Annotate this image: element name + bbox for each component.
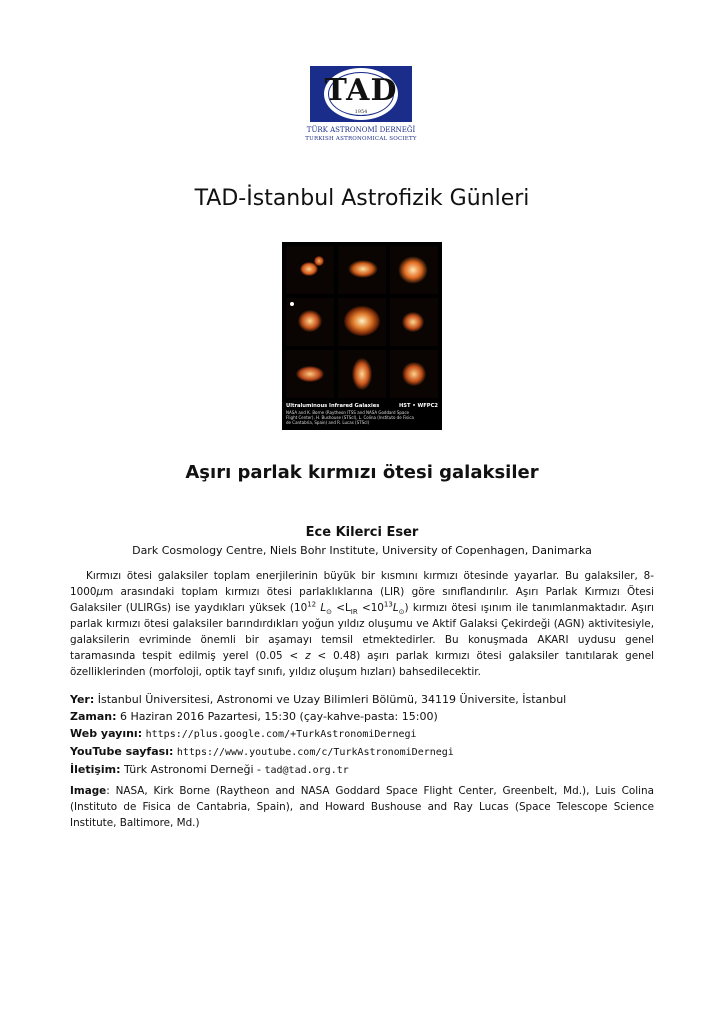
youtube-link[interactable]: https://www.youtube.com/c/TurkAstronomiDernegi xyxy=(176,747,454,758)
contact-email[interactable]: tad@tad.org.tr xyxy=(264,765,349,776)
speaker-affiliation: Dark Cosmology Centre, Niels Bohr Institute, University of Copenhagen, Danimarka xyxy=(132,544,592,557)
web-link[interactable]: https://plus.google.com/+TurkAstronomiDernegi xyxy=(145,729,417,740)
logo-year: 1954 xyxy=(354,109,368,115)
tad-logo xyxy=(302,66,420,146)
image-caption-instrument: HST • WFPC2 xyxy=(398,403,438,409)
web-line: Web yayını: https://plus.google.com/+TurkAstronomiDernegi xyxy=(70,727,417,740)
youtube-line: YouTube sayfası: https://www.youtube.com/c/TurkAstronomiDernegi xyxy=(70,745,454,758)
galaxy-cell xyxy=(338,298,386,346)
galaxy-cell xyxy=(286,246,334,294)
galaxy-cell xyxy=(286,298,334,346)
abstract: Kırmızı ötesi galaksiler toplam enerjilerinin büyük bir kısmını kırmızı ötesinde yayarlar. Bu galaksiler, 8-1000μm arasındaki toplam kırmızı ötesi parlaklıklarına (LIR) göre sınıflandırılır. Aşırı Parlak Kırmızı Ötesi Galaksiler (ULIRGs) ise yaydıkları yüksek ($10^{12}$ $L_⊙ <L_{IR} <10^{13}L_⊙$) kırmızı ötesi ışınım ile tanımlanmaktadır. Aşırı parlak kırmızı ötesi galaksiler barındırdıkları yoğun yıldız oluşumu ve Aktif Galaksi Çekirdeği (AGN) aktivitesiyle, galaksilerin evriminde önemli bir aşamayı temsil etmektedirler. Bu konuşmada AKARI uydusu genel taramasında tespit edilmiş yerel (0.05 < z < 0.48) aşırı parlak kırmızı ötesi galaksiler tanıtılarak genel özelliklerinden (morfoloji, optik tayf sınıfı, yıldız oluşum hızları) bahsedilecektir. xyxy=(70,570,654,678)
contact-line: İletişim: Türk Astronomi Derneği - tad@tad.org.tr xyxy=(70,763,349,776)
talk-title: Aşırı parlak kırmızı ötesi galaksiler xyxy=(185,462,539,483)
event-info xyxy=(70,691,654,779)
galaxy-cell xyxy=(286,350,334,398)
time-line: Zaman: 6 Haziran 2016 Pazartesi, 15:30 (çay-kahve-pasta: 15:00) xyxy=(70,710,438,723)
galaxy-cell xyxy=(338,246,386,294)
speaker-name: Ece Kilerci Eser xyxy=(305,525,419,540)
image-credits: Image: NASA, Kirk Borne (Raytheon and NASA Goddard Space Flight Center, Greenbelt, Md.), Luis Colina (Instituto de Fisica de Cantabria, Spain), and Howard Bushouse and Ray Lucas (Space Telescope Science Institute, Baltimore, Md.) xyxy=(70,785,654,829)
event-title: TAD-İstanbul Astrofizik Günleri xyxy=(194,186,530,211)
galaxy-cell xyxy=(390,350,438,398)
image-caption-title: Ultraluminous Infrared Galaxies xyxy=(286,403,380,409)
galaxy-cell xyxy=(338,350,386,398)
galaxy-cell xyxy=(390,298,438,346)
image-credit: NASA and K. Borne (Raytheon ITSS and NASA Goddard Space Flight Center), H. Bushouse (STScI), L. Colina (Instituto de Fisica de Cantabria, Spain) and R. Lucas (STScI) xyxy=(286,410,414,425)
logo-name-turkish: TÜRK ASTRONOMİ DERNEĞİ xyxy=(306,126,416,134)
logo-name-english: TURKISH ASTRONOMICAL SOCIETY xyxy=(305,136,417,142)
logo-abbreviation: TAD xyxy=(324,73,398,108)
galaxy-image xyxy=(282,242,442,430)
galaxy-cell xyxy=(390,246,438,294)
location-line: Yer: İstanbul Üniversitesi, Astronomi ve Uzay Bilimleri Bölümü, 34119 Üniversite, İstanbul xyxy=(70,693,567,706)
